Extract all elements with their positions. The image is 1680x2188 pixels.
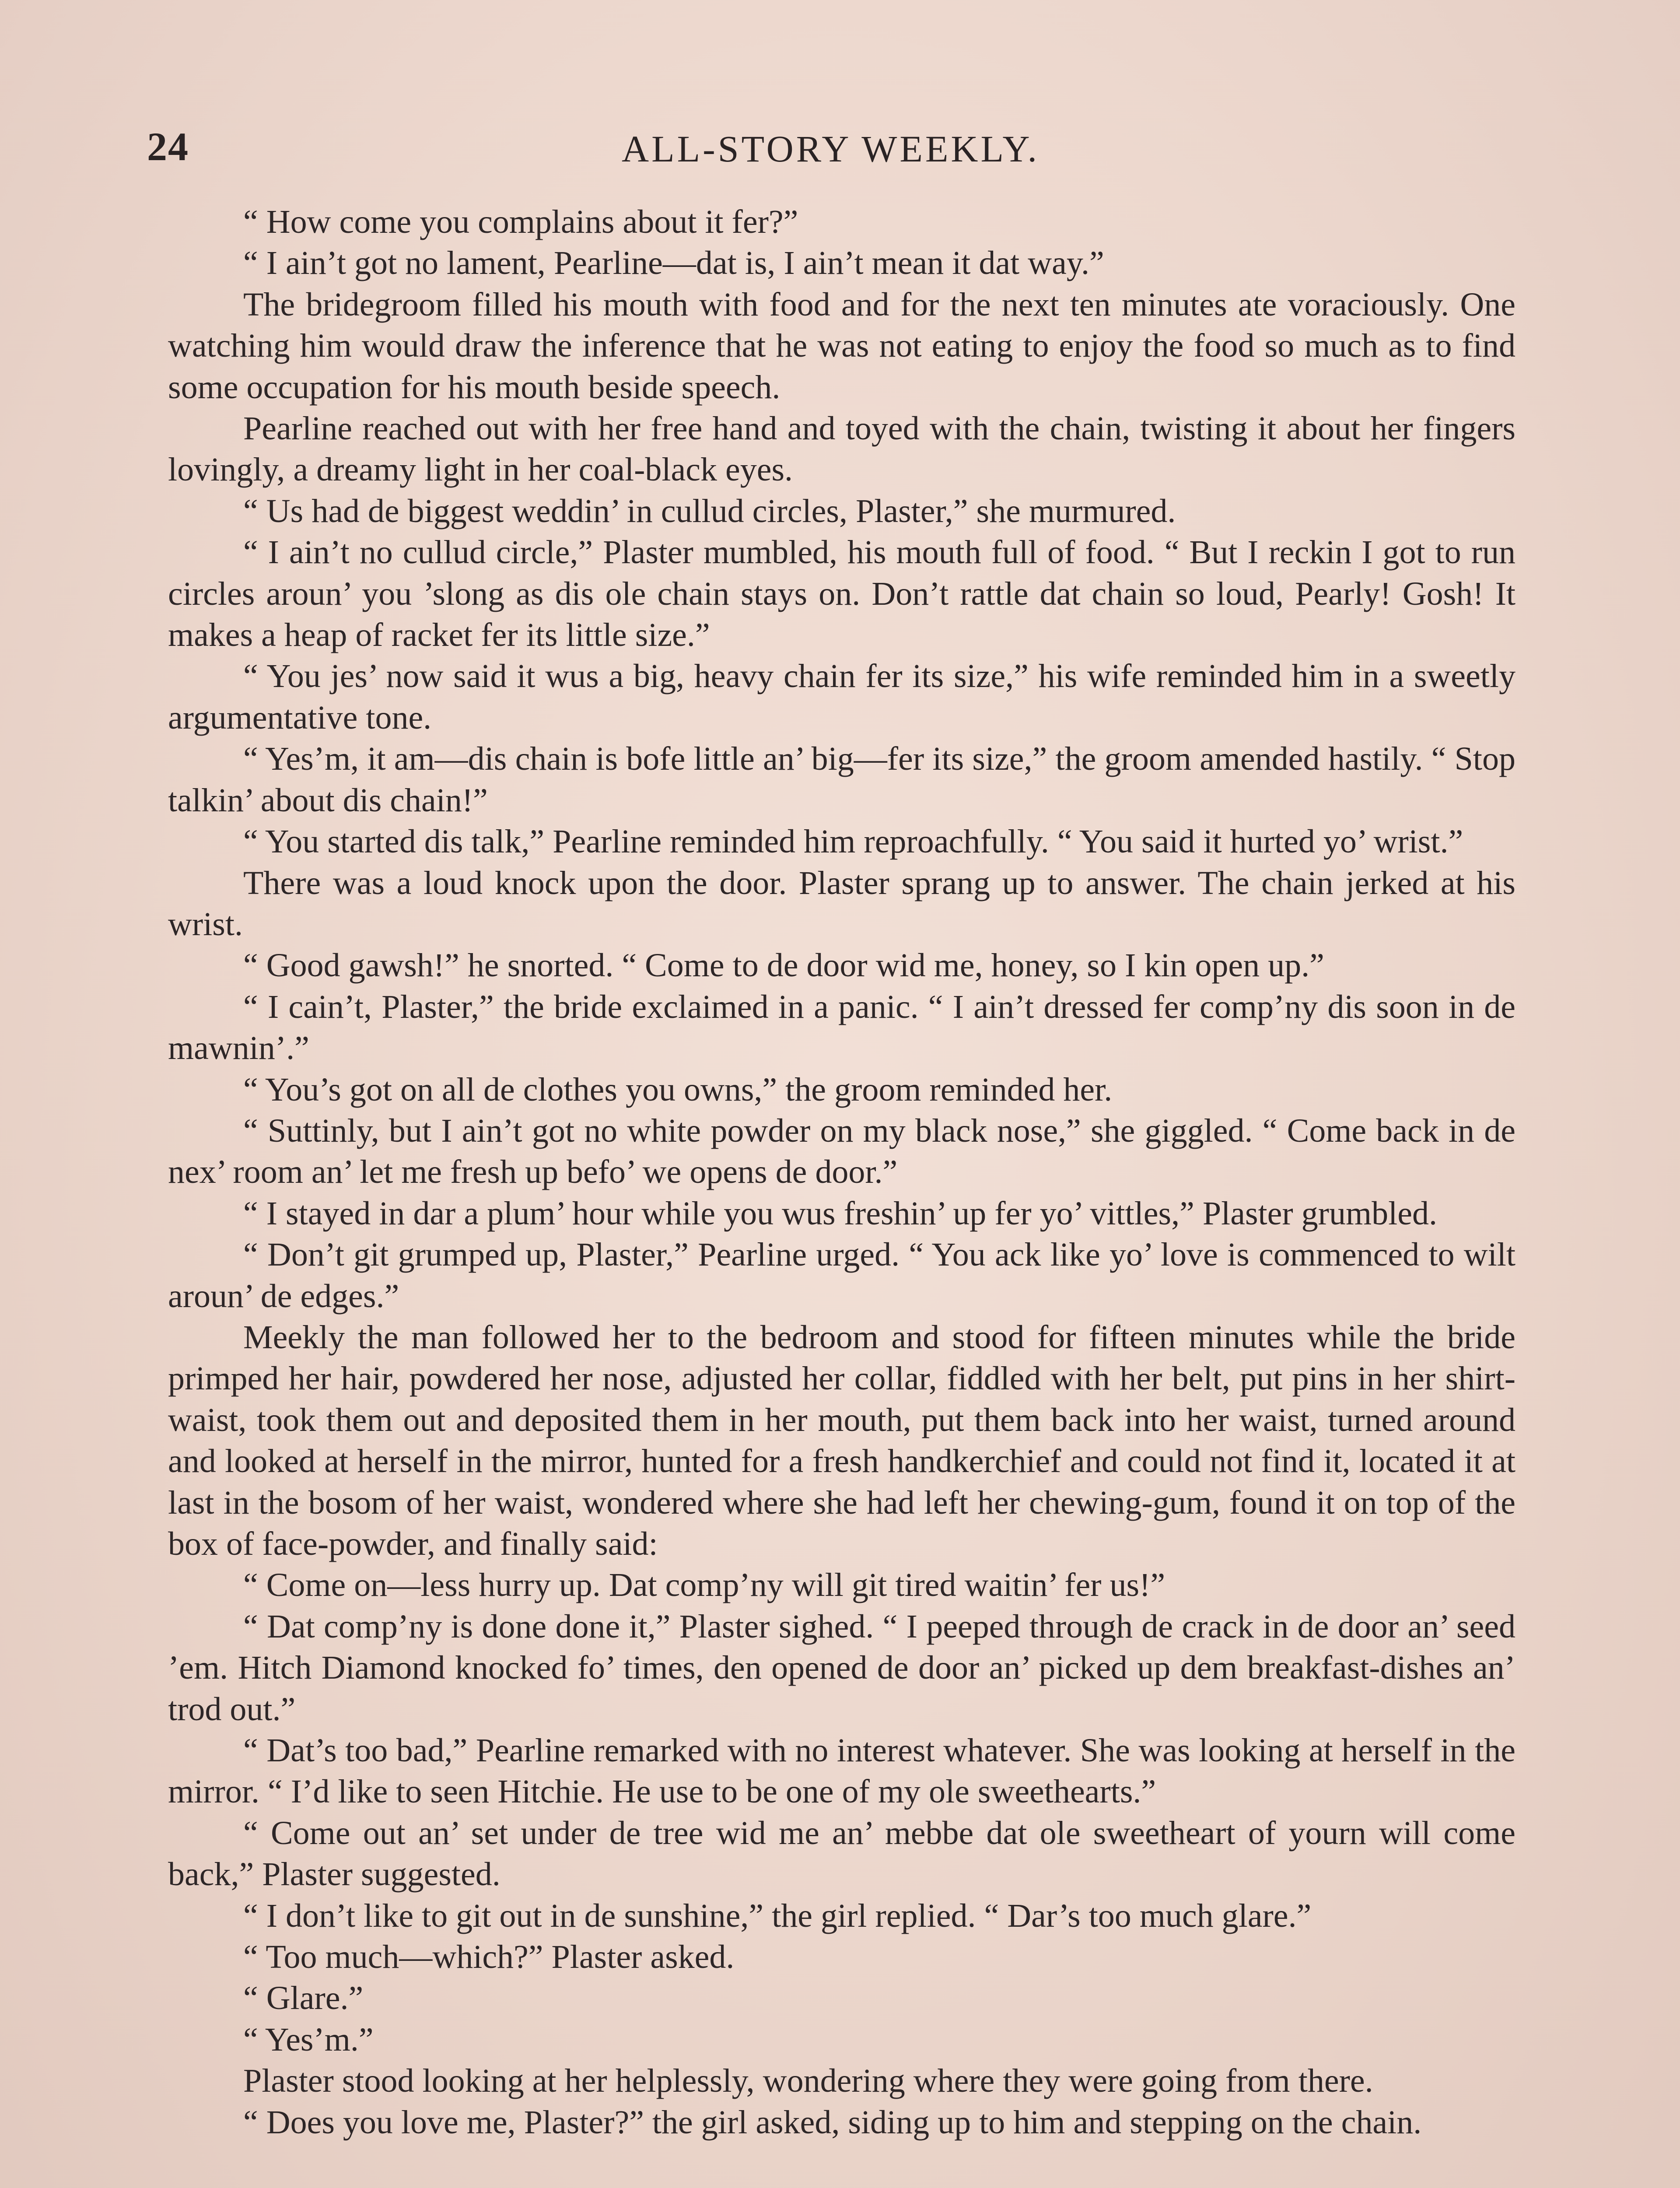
paragraph: “ I ain’t no cullud circle,” Plaster mumbled, his mouth full of food. “ But I reckin I got to run circles aroun’ you ’slong as dis ole chain stays on. Don’t rattle dat chain so loud, Pearly! Gosh! It makes a heap of racket fer its little size.” [168, 534, 1516, 654]
paragraph: “ Yes’m.” [243, 2021, 374, 2058]
paragraph: “ Don’t git grumped up, Plaster,” Pearline urged. “ You ack like yo’ love is commenced to wilt aroun’ de edges.” [168, 1236, 1516, 1315]
paragraph: The bridegroom filled his mouth with food and for the next ten minutes ate voraciously. One watching him would draw the inference that he was not eating to enjoy the food so much as to find some occupation for his mouth beside speech. [168, 286, 1516, 406]
paragraph: “ You’s got on all de clothes you owns,” the groom reminded her. [243, 1071, 1113, 1108]
paragraph: “ Come out an’ set under de tree wid me an’ mebbe dat ole sweetheart of yourn will come back,” Plaster suggested. [168, 1814, 1516, 1893]
paragraph: There was a loud knock upon the door. Plaster sprang up to answer. The chain jerked at his wrist. [168, 864, 1516, 943]
running-head: ALL-STORY WEEKLY. [622, 128, 1040, 170]
page-number: 24 [147, 124, 189, 169]
page-header [147, 123, 1514, 172]
paragraph: “ You started dis talk,” Pearline reminded him reproachfully. “ You said it hurted yo’ wrist.” [243, 823, 1463, 860]
paragraph: “ I stayed in dar a plum’ hour while you wus freshin’ up fer yo’ vittles,” Plaster grumbled. [243, 1195, 1437, 1232]
paragraph: Plaster stood looking at her helplessly, wondering where they were going from there. [243, 2062, 1373, 2100]
paragraph: Meekly the man followed her to the bedroom and stood for fifteen minutes while the bride primped her hair, powdered her nose, adjusted her collar, fiddled with her belt, put pins in her shirt-waist, took them out and deposited them in her mouth, put them back into her waist, turned around and looked at herself in the mirror, hunted for a fresh handkerchief and could not find it, located it at last in the bosom of her waist, wondered where she had left her chewing-gum, found it on top of the box of face-powder, and finally said: [168, 1318, 1516, 1562]
paragraph: “ Does you love me, Plaster?” the girl asked, siding up to him and stepping on the chain. [243, 2104, 1422, 2141]
paragraph: “ I don’t like to git out in de sunshine,” the girl replied. “ Dar’s too much glare.” [243, 1897, 1312, 1934]
paragraph: “ Yes’m, it am—dis chain is bofe little an’ big—fer its size,” the groom amended hastily. “ Stop talkin’ about dis chain!” [168, 740, 1516, 819]
paragraph: “ Dat comp’ny is done done it,” Plaster sighed. “ I peeped through de crack in de door an’ seed ’em. Hitch Diamond knocked fo’ times, den opened de door an’ picked up dem breakfast-dishes an’ trod out.” [168, 1608, 1516, 1728]
paragraph: “ You jes’ now said it wus a big, heavy chain fer its size,” his wife reminded him in a sweetly argumentative tone. [168, 658, 1516, 736]
paragraph: “ I cain’t, Plaster,” the bride exclaimed in a panic. “ I ain’t dressed fer comp’ny dis soon in de mawnin’.” [168, 988, 1516, 1067]
paragraph: “ Too much—which?” Plaster asked. [243, 1939, 735, 1976]
paragraph: “ I ain’t got no lament, Pearline—dat is, I ain’t mean it dat way.” [243, 245, 1104, 282]
paragraph: “ Dat’s too bad,” Pearline remarked with no interest whatever. She was looking at herself in the mirror. “ I’d like to seen Hitchie. He use to be one of my ole sweethearts.” [168, 1732, 1516, 1810]
paragraph: Pearline reached out with her free hand and toyed with the chain, twisting it about her fingers lovingly, a dreamy light in her coal-black eyes. [168, 410, 1516, 488]
paragraph: “ How come you complains about it fer?” [243, 203, 798, 240]
paragraph: “ Us had de biggest weddin’ in cullud circles, Plaster,” she murmured. [243, 492, 1176, 529]
paragraph: “ Glare.” [243, 1980, 364, 2017]
story-text [168, 201, 1516, 2143]
paragraph: “ Suttinly, but I ain’t got no white powder on my black nose,” she giggled. “ Come back in de nex’ room an’ let me fresh up befo’ we opens de door.” [168, 1112, 1516, 1191]
paragraph: “ Good gawsh!” he snorted. “ Come to de door wid me, honey, so I kin open up.” [243, 947, 1324, 984]
paragraph: “ Come on—less hurry up. Dat comp’ny will git tired waitin’ fer us!” [243, 1567, 1166, 1604]
